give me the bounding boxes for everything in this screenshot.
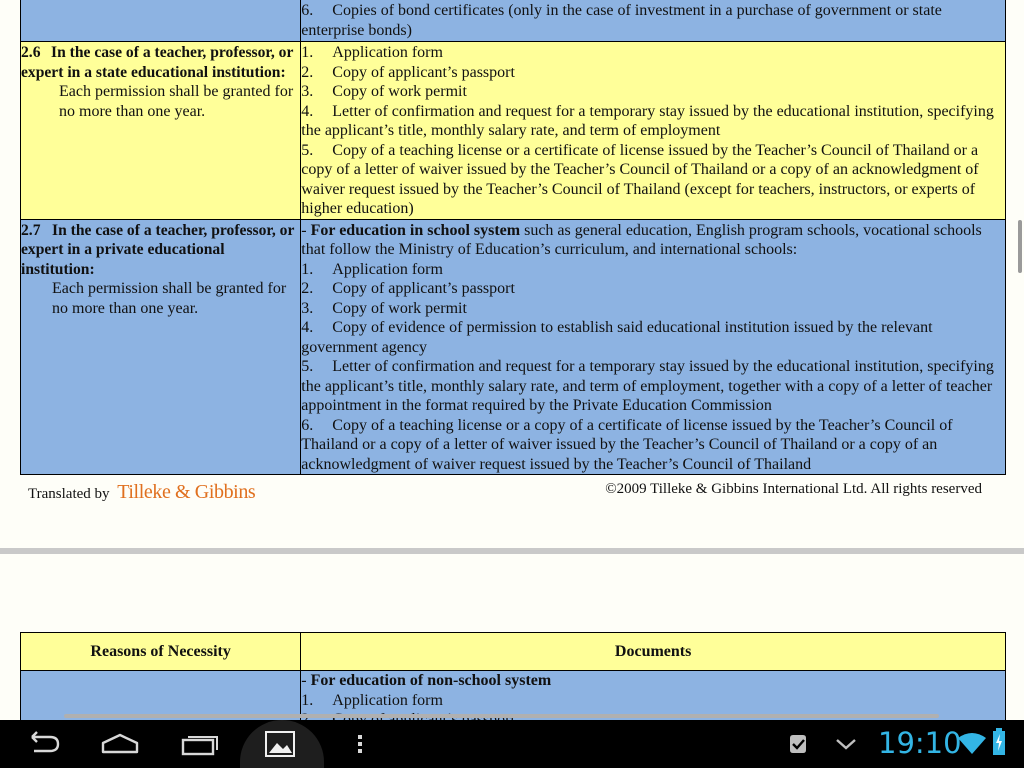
reason-cell [21,42,301,220]
item-number: 4. [301,102,314,120]
battery-icon [992,728,1006,756]
section-title: In the case of a teacher, professor, or expert in a private educational institution: [21,221,295,278]
item-text: Copy of applicant’s passport [332,280,515,297]
section-heading [21,222,294,278]
list-item [301,318,1005,357]
item-text: Copy of a teaching license or a copy of a certificate of license issued by the Teacher’s Council of Thailand or a copy of a letter of waiver issued by the Teacher’s Council of Thailand or a copy of an acknowledgment of waiver request issued by the Teacher’s Council of Thailand [301,416,953,473]
table-row [21,0,1006,42]
copyright-text: ©2009 Tilleke & Gibbins International Ltd. All rights reserved [605,481,982,497]
item-text: Application form [332,44,443,61]
item-text: Letter of confirmation and request for a temporary stay issued by the educational institution, specifying the applicant’s title, monthly salary rate, and term of employment [301,102,994,139]
next-page-table-header [20,632,1006,671]
permission-note: Each permission shall be granted for no more than one year. [52,280,287,317]
item-text: Copy of evidence of permission to establish said educational institution issued by the relevant government agency [301,319,933,356]
item-number: 3. [301,299,314,317]
item-text: Application form [332,260,443,278]
item-number: 3. [301,83,314,100]
table-row-2-7 [21,219,1006,475]
recent-apps-icon [180,732,220,756]
intro-bold: For education in school system [310,221,521,239]
notification-check-icon [786,732,810,756]
item-number: 1. [301,691,314,709]
item-text: Copy of applicant’s passport [332,63,515,81]
list-item [301,279,1005,299]
intro-bold: For education of non-school system [310,672,552,689]
vertical-scrollbar[interactable] [1018,220,1022,273]
item-number: 4. [301,319,314,336]
section-number: 2.6 [21,44,41,61]
section-title: In the case of a teacher, professor, or expert in a state educational institution: [21,44,294,81]
intro-line [301,671,1005,691]
list-item [301,63,1005,83]
menu-icon [356,733,364,755]
page-separator [0,548,1024,554]
section-heading [21,44,293,81]
gallery-icon [264,730,296,758]
gallery-app-button[interactable] [248,720,312,768]
back-icon [20,731,60,757]
column-header-reasons: Reasons of Necessity [21,633,301,671]
item-number: 5. [301,141,314,159]
clock[interactable]: 19:10 [878,726,962,760]
documents-cell [301,42,1006,220]
chevron-down-icon [834,736,858,752]
item-text: Letter of confirmation and request for a temporary stay issued by the educational institution, specifying the applicant’s title, monthly salary rate, and term of employment, together with a copy of a letter of teacher appointment in the format required by the Private Education Commission [301,358,994,414]
list-item [301,357,1005,416]
intro-dash: - [301,672,311,689]
item-number: 1. [301,44,314,61]
requirements-table [20,0,1006,475]
translated-by-label: Translated by [28,486,110,502]
item-number: 2. [301,63,314,81]
documents-cell [301,219,1006,475]
permission-note: Each permission shall be granted for no more than one year. [59,83,294,120]
item-number: 2. [301,280,314,297]
reason-cell [21,0,301,42]
reason-cell [21,671,301,721]
item-text: Copies of bond certificates (only in the case of investment in a purchase of government or state enterprise bonds) [301,2,942,39]
column-header-documents: Documents [301,633,1006,671]
item-text: Copy of a teaching license or a certificate of license issued by the Teacher’s Council of Thailand or a copy of a letter of waiver issued by the Teacher’s Council of Thailand or a copy of an acknowledgment of waiver request issued by the Teacher’s Council of Thailand (except for teachers, instructors, or experts of higher education) [301,141,979,217]
brand-logo: Tilleke & Gibbins [117,481,256,503]
item-number: 6. [301,2,314,19]
item-text: Copy of work permit [332,299,467,317]
list-item [301,1,1005,40]
item-number: 5. [301,358,314,375]
system-navigation-bar [0,720,1024,768]
list-item [301,141,1005,219]
menu-button[interactable] [328,720,392,768]
expand-notifications-button[interactable] [814,720,878,768]
home-button[interactable] [88,720,152,768]
documents-cell [301,671,1006,721]
section-number: 2.7 [21,221,41,239]
item-number: 1. [301,260,314,278]
recent-apps-button[interactable] [168,720,232,768]
horizontal-scrollbar[interactable] [64,714,939,718]
intro-text: such as general education, English program schools, vocational schools that follow the Ministry of Education’s curriculum, and international schools: [301,221,982,258]
intro-line [301,221,1005,260]
intro-dash: - [301,221,311,239]
list-item [301,299,1005,319]
wifi-icon [957,732,987,756]
list-item [301,43,1005,63]
list-item [301,691,1005,711]
item-number: 6. [301,416,314,434]
home-icon [100,732,140,756]
table-row [21,671,1006,721]
list-item [301,82,1005,102]
list-item [301,260,1005,280]
item-text: Copy of work permit [332,83,467,100]
list-item [301,102,1005,141]
table-row-2-6 [21,42,1006,220]
reason-cell [21,219,301,475]
item-text: Application form [332,691,443,709]
translated-by [28,481,255,504]
page-footer [0,476,1024,502]
list-item [301,416,1005,475]
next-page-table [20,670,1006,720]
back-button[interactable] [8,720,72,768]
documents-cell [301,0,1006,42]
